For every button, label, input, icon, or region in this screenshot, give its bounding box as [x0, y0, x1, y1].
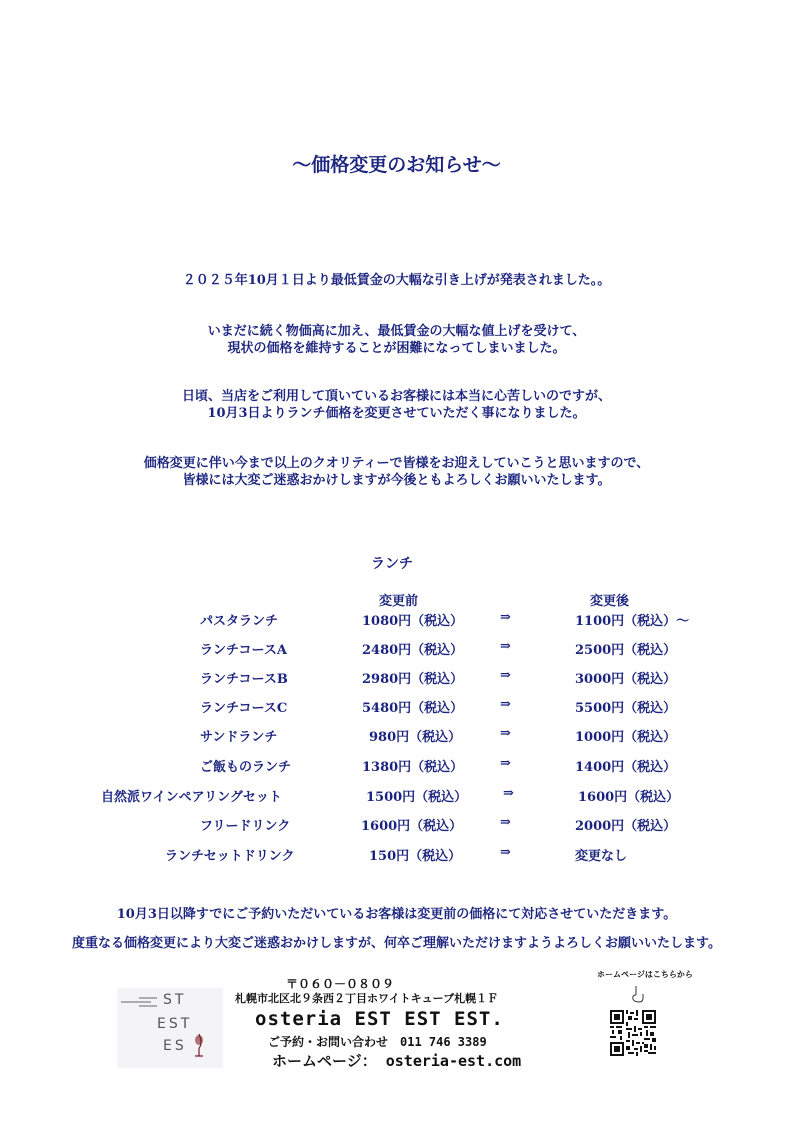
price-after: 1100円（税込）～	[575, 614, 690, 629]
paragraph-line: ２０２５年10月１日より最低賃金の大幅な引き上げが発表されました。。	[182, 273, 611, 288]
paragraph-line: 日頃、当店をご利用して頂いているお客様には本当に心苦しいのですが、	[181, 389, 611, 404]
address: 札幌市北区北９条西２丁目ホワイトキューブ札幌１Ｆ	[235, 992, 499, 1005]
price-after: 1400円（税込）	[575, 760, 677, 775]
arrow-icon: ⇒	[500, 845, 511, 860]
logo-line: ST	[163, 992, 187, 1008]
paragraph-line: 皆様には大変ご迷惑おかけしますが今後ともよろしくお願いいたします。	[182, 473, 611, 488]
arrow-icon: ⇒	[500, 639, 511, 654]
paragraph-line: 価格変更に伴い今まで以上のクオリティーで皆様をお迎えしていこうと思いますので、	[143, 456, 650, 471]
paragraph-announcement	[0, 272, 793, 289]
column-header-after: 変更後	[590, 594, 630, 609]
note-existing-reservations: 10月3日以降すでにご予約いただいているお客様は変更前の価格にて対応させていただきます。	[116, 907, 677, 922]
price-row	[0, 668, 793, 688]
item-name: フリードリンク	[200, 819, 291, 834]
price-after: 1600円（税込）	[578, 790, 680, 805]
price-before: 980円（税込）	[369, 730, 462, 745]
price-row	[0, 756, 793, 776]
price-after: 1000円（税込）	[575, 730, 677, 745]
price-row	[0, 697, 793, 717]
paragraph-line: いまだに続く物価高に加え、最低賃金の大幅な値上げを受けて、	[207, 324, 586, 339]
logo-line: EST	[157, 1016, 193, 1032]
restaurant-logo	[117, 988, 223, 1068]
shop-name: osteria EST EST EST.	[255, 1008, 504, 1030]
price-after: 3000円（税込）	[575, 672, 677, 687]
item-name: ランチコースA	[200, 643, 287, 658]
arrow-icon: ⇒	[500, 756, 511, 771]
price-row	[0, 815, 793, 835]
qr-code-icon[interactable]	[610, 1010, 656, 1056]
column-header-before: 変更前	[379, 594, 419, 609]
homepage-link[interactable]: ホームページ： osteria-est.com	[272, 1052, 522, 1070]
price-row	[0, 786, 793, 806]
paragraph-reason	[0, 323, 793, 357]
price-row	[0, 845, 793, 865]
arrow-icon: ⇒	[500, 697, 511, 712]
arrow-icon: ⇒	[500, 815, 511, 830]
arrow-icon: ⇒	[500, 610, 511, 625]
price-before: 150円（税込）	[369, 849, 462, 864]
arrow-icon: ⇒	[500, 668, 511, 683]
pointing-hand-icon	[630, 985, 644, 1003]
item-name: ご飯ものランチ	[200, 760, 292, 775]
contact-phone: ご予約・お問い合わせ 011 746 3389	[268, 1035, 487, 1049]
arrow-icon: ⇒	[503, 786, 514, 801]
page-title: ～価格変更のお知らせ～	[292, 154, 501, 176]
note-apology: 度重なる価格変更により大変ご迷惑おかけしますが、何卒ご理解いただけますようよろしくお願いいたします。	[72, 936, 721, 951]
item-name: ランチコースB	[200, 672, 288, 687]
price-before: 2480円（税込）	[362, 643, 464, 658]
postal-code: 〒０６０－０８０９	[285, 977, 394, 991]
price-before: 2980円（税込）	[362, 672, 464, 687]
menu-section-title: ランチ	[371, 556, 413, 572]
price-after: 2000円（税込）	[575, 819, 677, 834]
price-after: 2500円（税込）	[575, 643, 677, 658]
price-after: 5500円（税込）	[575, 701, 677, 716]
paragraph-closing	[0, 455, 793, 489]
price-before: 1080円（税込）	[362, 614, 464, 629]
price-before: 1380円（税込）	[362, 760, 464, 775]
item-name: ランチコースC	[200, 701, 288, 716]
item-name: サンドランチ	[200, 730, 278, 745]
item-name: パスタランチ	[200, 614, 279, 629]
paragraph-line: 現状の価格を維持することが困難になってしまいました。	[227, 341, 566, 356]
item-name: 自然派ワインペアリングセット	[101, 790, 282, 805]
price-row	[0, 639, 793, 659]
paragraph-line: 10月3日よりランチ価格を変更させていただく事になりました。	[207, 406, 586, 421]
item-name: ランチセットドリンク	[165, 849, 295, 864]
price-row	[0, 726, 793, 746]
price-row	[0, 610, 793, 630]
arrow-icon: ⇒	[500, 726, 511, 741]
price-before: 1600円（税込）	[361, 819, 463, 834]
qr-caption: ホームページはこちらから	[597, 970, 693, 979]
price-before: 5480円（税込）	[362, 701, 464, 716]
price-before: 1500円（税込）	[366, 790, 468, 805]
paragraph-apology	[0, 388, 793, 422]
price-after: 変更なし	[575, 849, 628, 864]
logo-line: ES	[163, 1038, 187, 1054]
